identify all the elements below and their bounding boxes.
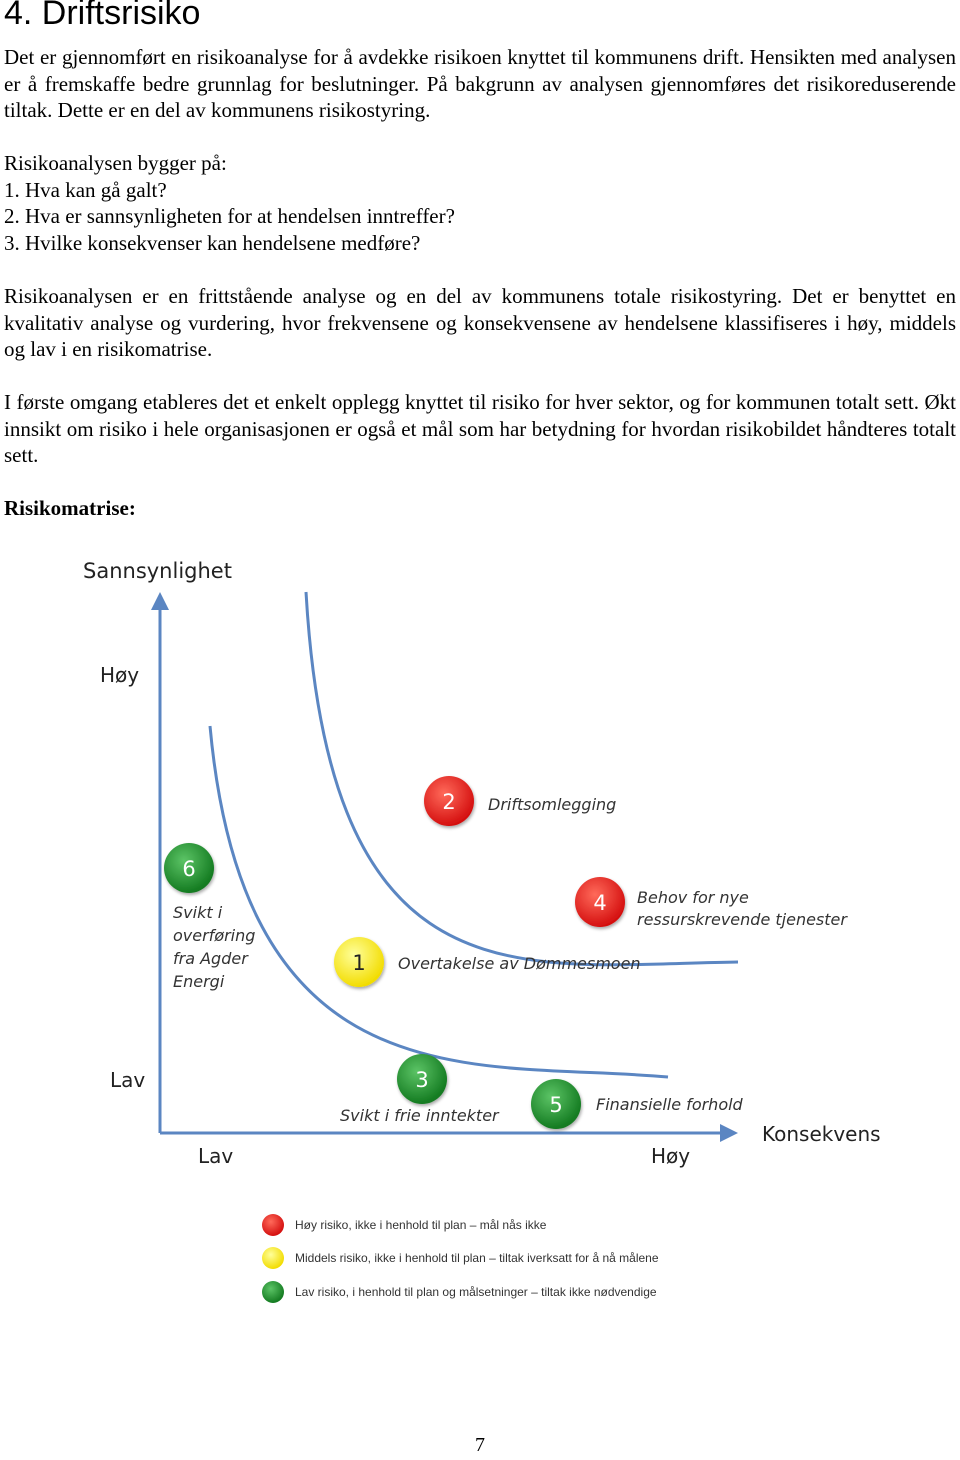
red-dot-icon [262,1214,284,1236]
risk-item-2 [424,776,616,826]
yellow-dot-icon [262,1247,284,1269]
risk-item-6 [164,843,255,991]
y-axis-high-label: Høy [100,663,140,687]
page-number: 7 [475,1434,485,1456]
legend-item-high [262,1214,547,1236]
analysis-basis-list [4,150,956,256]
green-dot-icon [262,1281,284,1303]
risk-item-5 [531,1079,744,1129]
x-axis-low-label: Lav [198,1144,234,1168]
risk-label: Svikt i frie inntekter [340,1106,499,1125]
matrix-heading: Risikomatrise: [4,496,136,520]
legend-text: Middels risiko, ikke i henhold til plan – tiltak iverksatt for å nå målene [295,1251,659,1265]
list-item: 2. Hva er sannsynligheten for at hendelsen inntreffer? [4,204,455,229]
risk-label: Svikt i [173,903,223,922]
risk-label: Behov for nye [637,888,749,907]
legend-text: Høy risiko, ikke i henhold til plan – mål nås ikke [295,1218,547,1232]
y-axis-low-label: Lav [110,1068,146,1092]
intro-paragraph: Det er gjennomført en risikoanalyse for å avdekke risikoen knyttet til kommunens drift. Hensikten med analysen er å fremskaffe bedre grunnlag for beslutninger. På bakgrunn av analysen gjennomføres det risikoreduserende tiltak. Dette er en del av kommunens risikostyring. [4,45,956,123]
risk-label: Energi [173,972,225,991]
risk-number: 5 [549,1093,563,1117]
legend-item-low [262,1281,657,1303]
scope-paragraph: I første omgang etableres det et enkelt opplegg knyttet til risiko for hver sektor, og for kommunen totalt sett. Økt innsikt om risiko i hele organisasjonen er også et mål som har betydning for hvordan risikobildet håndteres totalt sett. [4,390,956,468]
list-intro: Risikoanalysen bygger på: [4,151,227,175]
risk-item-4 [575,877,848,929]
risk-number: 4 [593,891,607,915]
risk-number: 2 [442,790,456,814]
risk-label: Overtakelse av Dømmesmoen [398,954,641,973]
risk-label: ressurskrevende tjenester [637,910,847,929]
risk-matrix-diagram [0,530,960,1330]
risk-label: Finansielle forhold [596,1095,743,1114]
risk-number: 6 [182,857,196,881]
x-axis-title: Konsekvens [762,1122,881,1146]
legend-text: Lav risiko, i henhold til plan og målsetninger – tiltak ikke nødvendige [295,1285,657,1299]
risk-item-1 [334,937,641,987]
risk-number: 3 [415,1068,429,1092]
risk-legend [262,1214,659,1303]
x-axis [160,1124,738,1142]
legend-item-medium [262,1247,659,1269]
risk-number: 1 [352,951,366,975]
section-heading: 4. Driftsrisiko [4,0,201,32]
y-axis-title: Sannsynlighet [83,559,232,583]
x-axis-high-label: Høy [651,1144,691,1168]
risk-label: Driftsomlegging [488,795,617,814]
risk-label: fra Agder [173,949,248,968]
risk-boundary-curve-upper [306,592,738,965]
list-item: 1. Hva kan gå galt? [4,177,167,202]
list-item: 3. Hvilke konsekvenser kan hendelsene medføre? [4,230,421,255]
risk-label: overføring [173,926,256,945]
method-paragraph: Risikoanalysen er en frittstående analyse og en del av kommunens totale risikostyring. Det er benyttet en kvalitativ analyse og vurdering, hvor frekvensene og konsekvensene av hendelsene klassifiseres i høy, middels og lav i en risikomatrise. [4,284,956,362]
